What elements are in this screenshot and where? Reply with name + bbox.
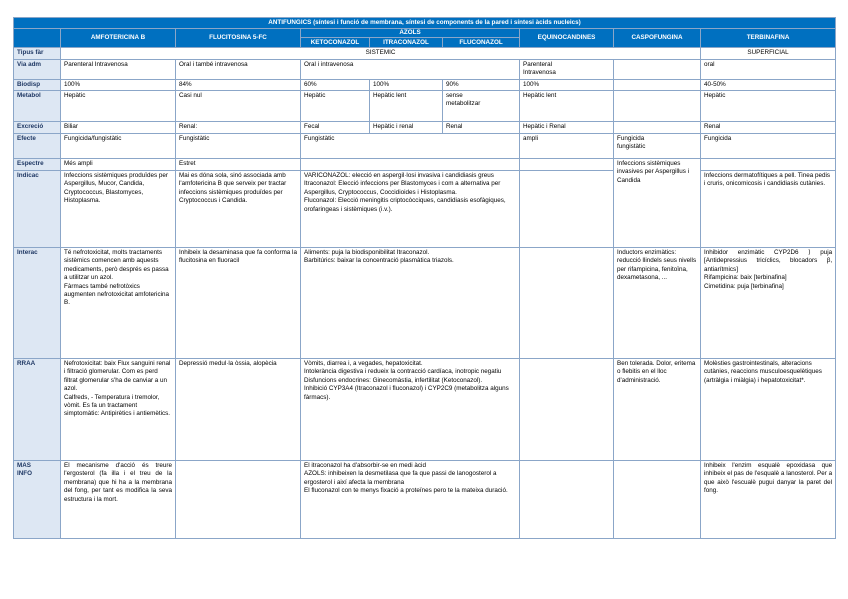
via-azols: Oral i intravenosa [301, 59, 520, 79]
mas-equinocandines [520, 461, 614, 539]
excrecio-itraconazol: Hepàtic i renal [370, 122, 443, 134]
row-label-espectre: Espectre [14, 159, 61, 171]
biodisp-amfotericina: 100% [61, 79, 176, 90]
excrecio-terbinafina: Renal [701, 122, 836, 134]
metabol-itraconazol: Hepàtic lent [370, 91, 443, 122]
row-label-via: Via adm [14, 59, 61, 79]
row-rraa [14, 359, 836, 461]
interac-azols: Aliments: puja la biodisponibilitat Itraconazol. Barbitúrics: baixar la concentració plasmàtica triazols. [301, 248, 520, 359]
header-equinocandines: EQUINOCANDINES [520, 29, 614, 48]
interac-equinocandines [520, 248, 614, 359]
espectre-azols [301, 159, 520, 171]
header-amfotericina: AMFOTERICINA B [61, 29, 176, 48]
header-azols: AZOLS [301, 29, 520, 38]
antifungals-table-sheet [13, 17, 835, 539]
espectre-flucitosina: Estret [176, 159, 301, 171]
mas-amfotericina: El mecanisme d'acció és treure l'ergosterol (fa illa i el treu de la membrana) que hi ha a la membrana del fong, per tant es modifica la seva estructura i la mort. [61, 461, 176, 539]
biodisp-terbinafina: 40-50% [701, 79, 836, 90]
biodisp-ketoconazol: 60% [301, 79, 370, 90]
row-efecte [14, 134, 836, 159]
row-label-metabol: Metabol [14, 91, 61, 122]
metabol-ketoconazol: Hepàtic [301, 91, 370, 122]
row-tipus [14, 48, 836, 59]
metabol-terbinafina: Hepàtic [701, 91, 836, 122]
via-equinocandines: Parenteral Intravenosa [520, 59, 614, 79]
metabol-amfotericina: Hepàtic [61, 91, 176, 122]
rraa-caspofungina: Ben tolerada. Dolor, eritema o flebitis en el lloc d'administració. [614, 359, 701, 461]
indicac-terbinafina: Infeccions dermatofítiques a pell. Tinea pedis i cruris, onicomicosis i candidiasis cutànies. [701, 171, 836, 248]
metabol-caspofungina [614, 91, 701, 122]
header-ketoconazol: KETOCONAZOL [301, 38, 370, 48]
rraa-equinocandines [520, 359, 614, 461]
tipus-superficial: SUPERFICIAL [701, 48, 836, 59]
indicac-amfotericina: Infeccions sistèmiques produïdes per Aspergillus, Mucor, Candida, Cryptococcus, Blastomyces, Histoplasma. [61, 171, 176, 248]
tipus-sistemic: SISTEMIC [61, 48, 701, 59]
efecte-flucitosina: Fungistàtic [176, 134, 301, 159]
rraa-flucitosina: Depressió medul·la òssia, alopècia [176, 359, 301, 461]
header-terbinafina: TERBINAFINA [701, 29, 836, 48]
row-label-indicac: Indicac [14, 171, 61, 248]
biodisp-fluconazol: 90% [443, 79, 520, 90]
header-caspofungina: CASPOFUNGINA [614, 29, 701, 48]
efecte-caspofungina: Fungicida fungistàtic [614, 134, 701, 159]
row-via [14, 59, 836, 79]
mas-terbinafina: Inhibeix l'enzim esqualè epoxidasa que inhibeix el pas de l'esqualè a lanosterol. Per a que això l'escualè pugui danyar la paret del fong. [701, 461, 836, 539]
biodisp-caspofungina [614, 79, 701, 90]
mas-azols: El itraconazol ha d'absorbir-se en medi àcid AZOLS: inhibeixen la desmetilasa que fa que passi de lanogosterol a ergosterol i així afecta la membrana El fluconazol con te menys fixació a proteïnes pero te la mateixa duració. [301, 461, 520, 539]
row-metabol [14, 91, 836, 122]
row-mas-info [14, 461, 836, 539]
efecte-amfotericina: Fungicida/fungistàtic [61, 134, 176, 159]
efecte-azols: Fungistàtic [301, 134, 520, 159]
metabol-flucitosina: Casi nul [176, 91, 301, 122]
indicac-azols: VARICONAZOL: elecció en aspergil·losi invasiva i candidiasis greus Itraconazol: Elecció infeccions per Blastomyces i com a alternativa per Aspergillus, Cryptococcus, Coccidioides i Histoplasma. Fluconazol: Elecció meningitis criptocòcciques, candidiasis esofàgiques, orofaringeas i sistèmiques (i.v.). [301, 171, 520, 248]
metabol-fluconazol: sense metabolitzar [443, 91, 520, 122]
excrecio-caspofungina [614, 122, 701, 134]
row-label-mas-info: MAS INFO [14, 461, 61, 539]
excrecio-equinocandines: Hepàtic i Renal [520, 122, 614, 134]
row-label-excrecio: Excreció [14, 122, 61, 134]
biodisp-flucitosina: 84% [176, 79, 301, 90]
interac-flucitosina: Inhibeix la desaminasa que fa conforma la flucitosina en fluoracil [176, 248, 301, 359]
row-indicac [14, 171, 836, 248]
mas-flucitosina [176, 461, 301, 539]
row-label-biodisp: Biodisp [14, 79, 61, 90]
espectre-equinocandines [520, 159, 614, 171]
mas-caspofungina [614, 461, 701, 539]
table-title: ANTIFUNGICS (síntesi i funció de membrana, síntesi de components de la pared i síntesi àcids nucleics) [14, 18, 836, 29]
efecte-terbinafina: Fungicida [701, 134, 836, 159]
row-label-rraa: RRAA [14, 359, 61, 461]
interac-amfotericina: Té nefrotoxicitat, molts tractaments sistèmics comencen amb aquests medicaments, però després es passa a utilitzar un azol. Fàrmacs també nefrotòxics augmenten nefrotoxicitat amfotericina B. [61, 248, 176, 359]
espectre-terbinafina [701, 159, 836, 171]
row-label-interac: Interac [14, 248, 61, 359]
row-biodisp [14, 79, 836, 90]
rraa-azols: Vòmits, diarrea i, a vegades, hepatoxicitat. Intolerància digestiva i redueix la contracció cardíaca, inotropic negatiu Disfuncions endocrines: Ginecomàstia, infertilitat (Ketoconazol). Inhibició CYP3A4 (Itraconazol i fluconazol) i CYP2C9 (metabolitza alguns fàrmacs). [301, 359, 520, 461]
excrecio-fluconazol: Renal [443, 122, 520, 134]
row-interac [14, 248, 836, 359]
biodisp-equinocandines: 100% [520, 79, 614, 90]
espectre-amfotericina: Més ampli [61, 159, 176, 171]
metabol-equinocandines: Hepàtic lent [520, 91, 614, 122]
indicac-caspofungina: Infeccions sistèmiques invasives per Aspergillus i Candida [614, 159, 701, 248]
rraa-terbinafina: Molèsties gastrointestinals, alteracions cutànies, reaccions musculoesquelètiques (artràlgia i miàlgia) i hepatotoxicitat*. [701, 359, 836, 461]
via-flucitosina: Oral i també intravenosa [176, 59, 301, 79]
corner-cell [14, 29, 61, 48]
via-amfotericina: Parenteral Intravenosa [61, 59, 176, 79]
header-fluconazol: FLUCONAZOL [443, 38, 520, 48]
row-label-efecte: Efecte [14, 134, 61, 159]
row-excrecio [14, 122, 836, 134]
excrecio-amfotericina: Biliar [61, 122, 176, 134]
indicac-flucitosina: Mai es dóna sola, sinó associada amb l'amfotericina B que serveix per tractar infeccions sistèmiques produïdes per Cryptococcus i Candida. [176, 171, 301, 248]
biodisp-itraconazol: 100% [370, 79, 443, 90]
antifungals-table [13, 17, 836, 539]
excrecio-flucitosina: Renal: [176, 122, 301, 134]
via-caspofungina [614, 59, 701, 79]
header-flucitosina: FLUCITOSINA 5-FC [176, 29, 301, 48]
via-terbinafina: oral [701, 59, 836, 79]
rraa-amfotericina: Nefrotoxicitat: baix Flux sanguini renal i filtració glomerular. Com es perd filtrat glomerular s'ha de canviar a un azol. Calfreds, - Temperatura i tremolor, vòmit. Es fa un tractament simptomàtic: Antipirètics i antiemètics. [61, 359, 176, 461]
row-espectre [14, 159, 836, 171]
indicac-equinocandines [520, 171, 614, 248]
excrecio-ketoconazol: Fecal [301, 122, 370, 134]
header-itraconazol: ITRACONAZOL [370, 38, 443, 48]
interac-terbinafina: Inhibidor enzimàtic CYP2D6 ⟩ puja [Antidepressius tricíclics, blocadors β, antiarítmics] Rifampicina: baix [terbinafina] Cimetidina: puja [terbinafina] [701, 248, 836, 359]
interac-caspofungina: Inductors enzimàtics: reducció llindels seus nivells per rifampicina, fenitoïna, dexametasona, ... [614, 248, 701, 359]
efecte-equinocandines: ampli [520, 134, 614, 159]
row-label-tipus: Tipus fàr [14, 48, 61, 59]
